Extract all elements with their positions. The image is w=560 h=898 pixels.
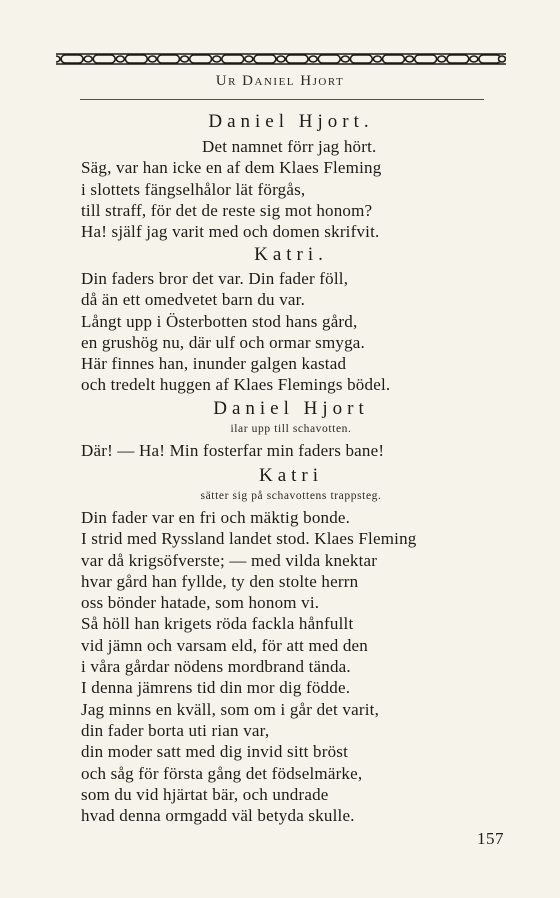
stage-direction: ilar upp till schavotten. <box>230 423 352 435</box>
dialogue-daniel-2 <box>81 397 501 461</box>
verse-line: hvad denna ormgadd väl betyda skulle. <box>81 806 355 826</box>
verse-line: vid jämn och varsam eld, för att med den <box>81 635 368 655</box>
verse-line: i våra gårdar nödens mordbrand tända. <box>81 657 351 677</box>
verse-line: din fader borta uti rian var, <box>81 720 270 740</box>
verse-line: Jag minns en kväll, som om i går det varit, <box>81 699 380 719</box>
verse-line: en grushög nu, där ulf och ormar smyga. <box>81 332 365 352</box>
verse-line: Det namnet förr jag hört. <box>202 137 377 156</box>
verse-line: Din fader var en fri och mäktig bonde. <box>81 508 351 527</box>
verse-line: och såg för första gång det födselmärke, <box>81 763 363 783</box>
stage-direction: sätter sig på schavottens trappsteg. <box>200 490 382 502</box>
ornamental-border <box>56 52 506 66</box>
verse-line: Långt upp i Österbotten stod hans gård, <box>81 311 358 331</box>
verse-line: Här finnes han, inunder galgen kastad <box>81 354 347 374</box>
verse-line: då än ett omedvetet barn du var. <box>81 290 306 310</box>
verse-line: oss bönder hatade, som honom vi. <box>81 593 320 613</box>
verse-line: till straff, för det de reste sig mot honom? <box>81 200 373 220</box>
verse-line: hvar gård han fyllde, ty den stolte herrn <box>81 571 359 591</box>
verse-line: Där! — Ha! Min fosterfar min faders bane! <box>81 441 385 460</box>
verse-line: Din faders bror det var. Din fader föll, <box>81 269 349 288</box>
dialogue-katri-2 <box>81 464 501 826</box>
verse-line: som du vid hjärtat bär, och undrade <box>81 784 329 804</box>
page-number: 157 <box>477 829 504 848</box>
speaker-name: Katri <box>258 465 324 486</box>
verse-line: I denna jämrens tid din mor dig födde. <box>81 678 351 698</box>
verse-line: i slottets fängselhålor lät förgås, <box>81 179 306 199</box>
speaker-name: Daniel Hjort <box>213 398 369 419</box>
verse-line: din moder satt med dig invid sitt bröst <box>81 742 349 762</box>
verse-line: och tredelt huggen af Klaes Flemings bödel. <box>81 375 391 395</box>
running-head: Ur Daniel Hjort <box>215 73 345 89</box>
verse-line: Ha! själf jag varit med och domen skrifvit. <box>81 222 380 242</box>
speaker-name: Daniel Hjort. <box>208 111 374 132</box>
dialogue-daniel-1 <box>81 110 501 242</box>
dialogue-katri-1 <box>81 243 501 396</box>
verse-line: Säg, var han icke en af dem Klaes Fleming <box>81 158 382 178</box>
header-rule <box>80 99 484 100</box>
verse-line: Så höll han krigets röda fackla hånfullt <box>81 614 354 634</box>
verse-line: var då krigsöfverste; — med vilda knektar <box>81 550 378 570</box>
speaker-name: Katri. <box>254 244 328 265</box>
verse-line: I strid med Ryssland landet stod. Klaes Fleming <box>81 529 417 549</box>
